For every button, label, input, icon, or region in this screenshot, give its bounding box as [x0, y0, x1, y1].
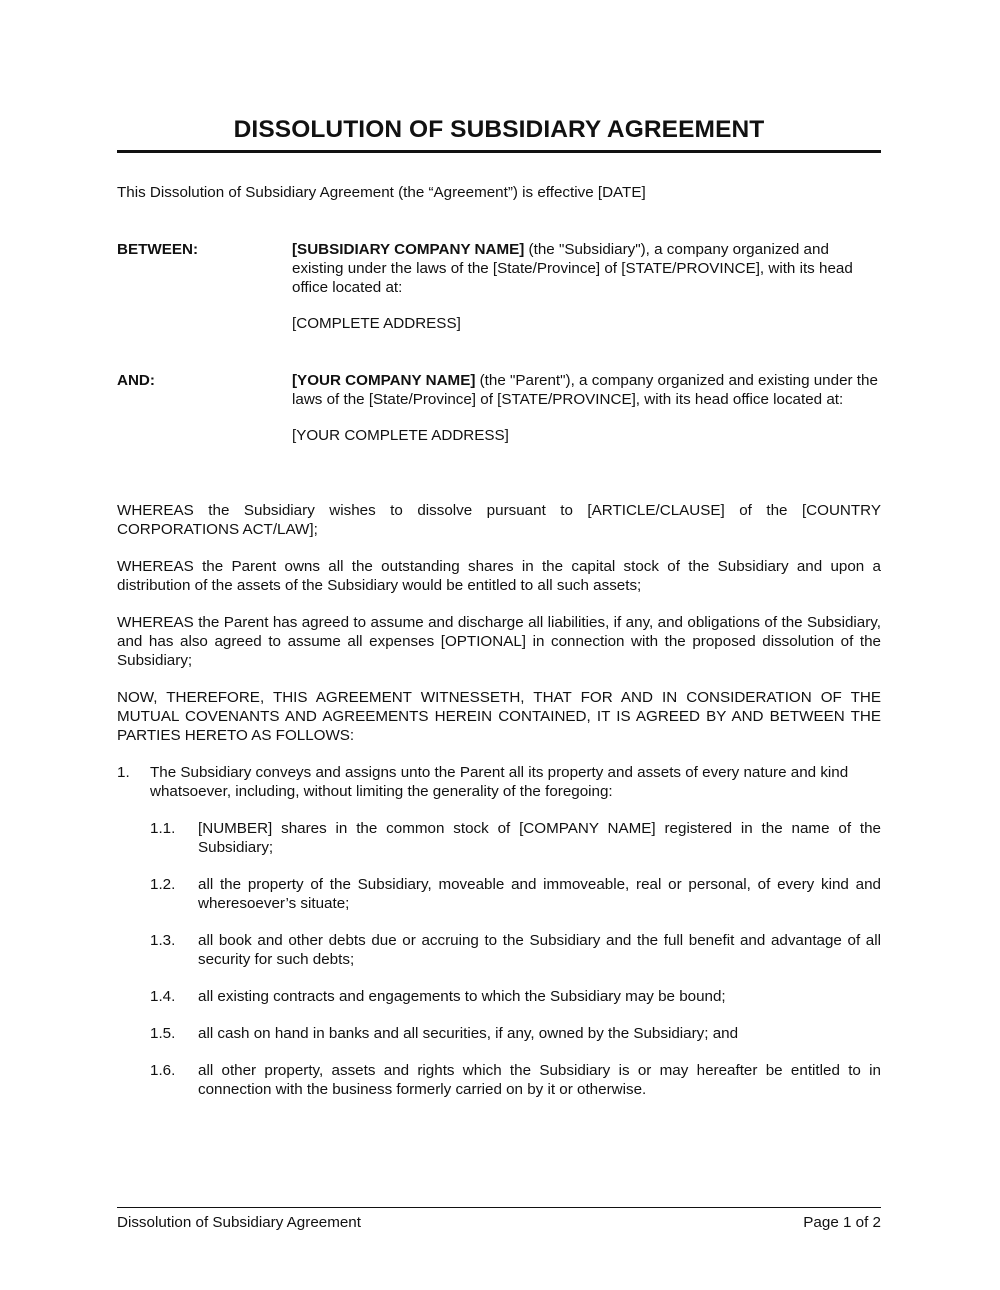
recital-paragraph: WHEREAS the Parent has agreed to assume and discharge all liabilities, if any, and obligations of the Subsidiary, and has also agreed to assume all expenses [OPTIONAL] in connection with the proposed dissolution of the Subsidiary; [117, 614, 881, 669]
title-underline [117, 150, 881, 153]
sub-clause-text: all existing contracts and engagements to which the Subsidiary may be bound; [198, 988, 726, 1005]
sub-clause-text: all the property of the Subsidiary, moveable and immoveable, real or personal, of every kind and wheresoever’s situate; [198, 876, 881, 912]
sub-clause-number: 1.3. [150, 932, 176, 949]
party-name: [YOUR COMPANY NAME] [292, 372, 476, 389]
party-address: [YOUR COMPLETE ADDRESS] [292, 427, 509, 444]
party-address: [COMPLETE ADDRESS] [292, 315, 461, 332]
witnesseth-paragraph: NOW, THEREFORE, THIS AGREEMENT WITNESSETH, THAT FOR AND IN CONSIDERATION OF THE MUTUAL COVENANTS AND AGREEMENTS HEREIN CONTAINED, IT IS AGREED BY AND BETWEEN THE PARTIES HERETO AS FOLLOWS: [117, 689, 881, 744]
party-label: AND: [117, 372, 155, 389]
footer-rule [117, 1207, 881, 1208]
party-body [292, 371, 882, 445]
sub-clause-number: 1.5. [150, 1025, 176, 1042]
sub-clause [117, 875, 881, 913]
clause-text: The Subsidiary conveys and assigns unto the Parent all its property and assets of every nature and kind whatsoever, including, without limiting the generality of the foregoing: [150, 764, 849, 800]
sub-clause [117, 1024, 881, 1043]
recital-paragraph: WHEREAS the Subsidiary wishes to dissolve pursuant to [ARTICLE/CLAUSE] of the [COUNTRY CORPORATIONS ACT/LAW]; [117, 502, 881, 538]
party-details: (the "Parent"), a company organized and existing under the laws of the [State/Province] of [STATE/PROVINCE], with its head office located at: [292, 372, 878, 408]
footer-title: Dissolution of Subsidiary Agreement [117, 1214, 361, 1231]
sub-clause-number: 1.2. [150, 876, 176, 893]
sub-clause-text: all cash on hand in banks and all securities, if any, owned by the Subsidiary; and [198, 1025, 739, 1042]
document-page [117, 0, 881, 1290]
intro-paragraph: This Dissolution of Subsidiary Agreement (the “Agreement”) is effective [DATE] [117, 184, 646, 201]
sub-clause-number: 1.6. [150, 1062, 176, 1079]
party-label: BETWEEN: [117, 241, 198, 258]
recital-paragraph: WHEREAS the Parent owns all the outstanding shares in the capital stock of the Subsidiary and upon a distribution of the assets of the Subsidiary would be entitled to all such assets; [117, 558, 881, 594]
sub-clause-number: 1.4. [150, 988, 176, 1005]
party-description [292, 371, 882, 409]
party-details: (the "Subsidiary"), a company organized and existing under the laws of the [State/Province] of [STATE/PROVINCE], with its head office located at: [292, 241, 853, 296]
clause-number: 1. [117, 764, 130, 781]
sub-clause-number: 1.1. [150, 820, 176, 837]
sub-clause [117, 987, 881, 1006]
section-1 [117, 763, 881, 1117]
sub-clause-text: all book and other debts due or accruing to the Subsidiary and the full benefit and advantage of all security for such debts; [198, 932, 881, 968]
recitals [117, 501, 881, 763]
sub-clause-text: all other property, assets and rights which the Subsidiary is or may hereafter be entitled to in connection with the business formerly carried on by it or otherwise. [198, 1062, 881, 1098]
sub-clause [117, 819, 881, 857]
numbered-clause [117, 763, 881, 801]
sub-clause-text: [NUMBER] shares in the common stock of [COMPANY NAME] registered in the name of the Subsidiary; [198, 820, 881, 856]
document-title: DISSOLUTION OF SUBSIDIARY AGREEMENT [233, 116, 765, 143]
party-name: [SUBSIDIARY COMPANY NAME] [292, 241, 525, 258]
party-description [292, 240, 882, 297]
sub-clause [117, 931, 881, 969]
page-number: Page 1 of 2 [803, 1214, 881, 1231]
sub-clause [117, 1061, 881, 1099]
party-body [292, 240, 882, 333]
